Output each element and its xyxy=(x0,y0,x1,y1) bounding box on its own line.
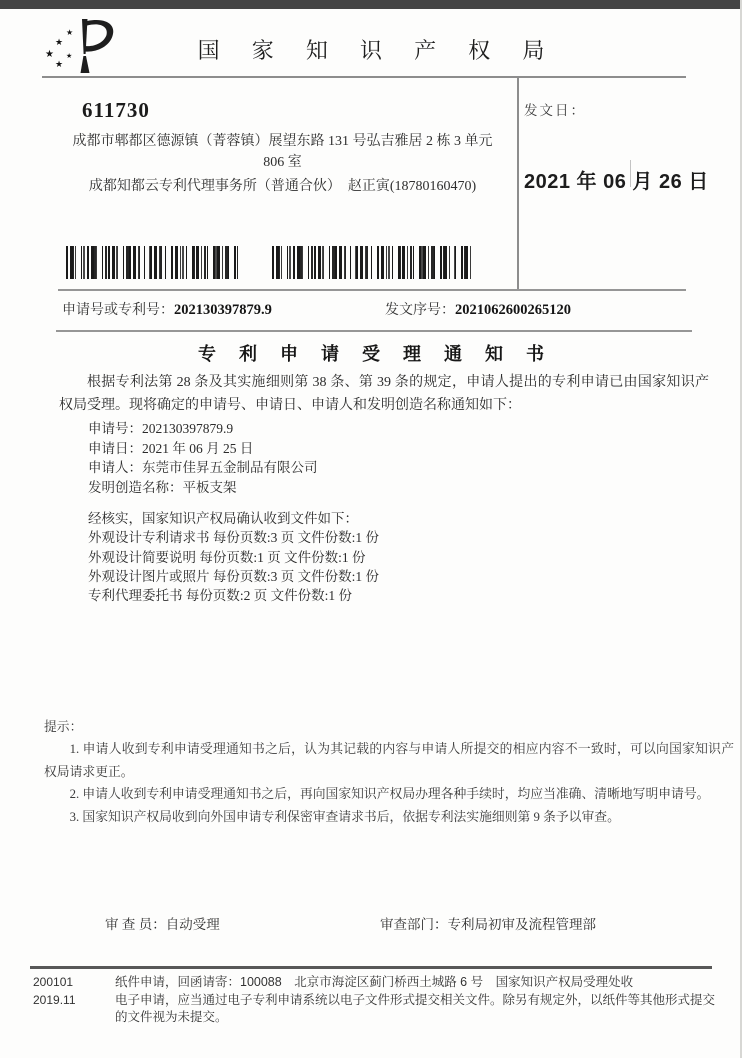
scan-top-edge-bar xyxy=(0,0,742,9)
field-value: 平板支架 xyxy=(182,479,237,495)
hint-item: 1. 申请人收到专利申请受理通知书之后，认为其记载的内容与申请人所提交的相应内容不一致时，可以向国家知识产权局请求更正。 xyxy=(44,742,734,779)
footer-rule xyxy=(30,966,712,969)
dispatch-date-label: 发文日： xyxy=(524,103,586,118)
footer-line-2: 电子申请，应当通过电子专利申请系统以电子文件形式提交相关文件。除另有规定外，以纸件等其他形式提交的文件视为未提交。 xyxy=(115,992,716,1024)
dispatch-date-value: 2021 年 06 月 26 日 xyxy=(524,171,709,193)
date-box-divider xyxy=(517,77,519,289)
examiner xyxy=(105,913,220,933)
address-line-1: 成都市郫都区德源镇（菁蓉镇）展望东路 131 号弘吉雅居 2 栋 3 单元 xyxy=(72,134,493,149)
footer-line-1: 纸件申请，回函请寄：100088 北京市海淀区蓟门桥西土城路 6 号 国家知识产权局受理处收 xyxy=(115,975,634,989)
field-row xyxy=(88,419,318,439)
footer-code-2: 2019.11 xyxy=(33,992,76,1007)
field-row xyxy=(88,478,318,498)
meta-line xyxy=(62,299,712,321)
logo-star-icon: ★ xyxy=(66,52,73,60)
examiner-label: 审 查 员： xyxy=(105,917,166,932)
field-value: 东莞市佳昇五金制品有限公司 xyxy=(142,460,318,475)
barcode-right xyxy=(272,246,476,279)
meta-rule-top xyxy=(58,289,686,291)
serial-number-value: 2021062600265120 xyxy=(455,302,571,318)
confirm-line: 经核实，国家知识产权局确认收到文件如下： xyxy=(88,511,358,526)
footer-code-1: 200101 xyxy=(33,975,74,989)
app-number-value: 202130397879.9 xyxy=(174,302,272,318)
recipient-block xyxy=(60,98,505,195)
dept-label: 审查部门： xyxy=(380,917,448,932)
footer-text xyxy=(115,974,715,1027)
document-item: 外观设计专利请求书 每份页数:3 页 文件份数:1 份 xyxy=(88,530,380,546)
postal-code: 611730 xyxy=(82,98,150,122)
field-label: 申请日： xyxy=(88,440,142,456)
signoff-line xyxy=(0,913,742,935)
org-title: 国 家 知 识 产 权 局 xyxy=(197,38,558,63)
logo-star-icon: ★ xyxy=(55,59,64,69)
notice-intro: 根据专利法第 28 条及其实施细则第 38 条、第 39 条的规定，申请人提出的专利申请已由国家知识产权局受理。现将确定的申请号、申请日、申请人和发明创造名称通知如下： xyxy=(59,375,709,413)
serial-group xyxy=(385,299,571,319)
dispatch-date-box xyxy=(524,99,709,194)
app-number-label: 申请号或专利号： xyxy=(62,303,174,318)
serial-number-label: 发文序号： xyxy=(385,303,455,318)
review-department xyxy=(380,913,596,933)
header-rule xyxy=(42,76,686,78)
document-item: 外观设计简要说明 每份页数:1 页 文件份数:1 份 xyxy=(88,549,366,565)
footer-codes xyxy=(33,974,76,1009)
field-value: 202130397879.9 xyxy=(142,421,234,436)
logo-star-icon: ★ xyxy=(66,28,74,37)
notice-title: 专 利 申 请 受 理 通 知 书 xyxy=(197,344,553,364)
document-item: 外观设计图片或照片 每份页数:3 页 文件份数:1 份 xyxy=(88,568,380,584)
received-documents xyxy=(88,509,379,605)
hints-section xyxy=(44,716,734,828)
examiner-value: 自动受理 xyxy=(165,917,220,932)
logo-star-icon: ★ xyxy=(55,37,64,47)
logo-star-icon: ★ xyxy=(45,49,54,60)
document-item: 专利代理委托书 每份页数:2 页 文件份数:1 份 xyxy=(88,588,353,604)
barcode-left xyxy=(66,246,238,279)
field-row xyxy=(88,439,318,459)
agency-line: 成都知都云专利代理事务所（普通合伙） 赵正寅(18780160470) xyxy=(88,179,477,194)
application-fields xyxy=(88,419,318,497)
field-label: 申请号： xyxy=(88,421,142,436)
field-value: 2021 年 06 月 25 日 xyxy=(142,440,254,456)
field-row xyxy=(88,458,318,478)
hint-item: 2. 申请人收到专利申请受理通知书之后，再向国家知识产权局办理各种手续时，均应当准确、清晰地写明申请号。 xyxy=(69,787,710,802)
field-label: 发明创造名称： xyxy=(88,479,183,495)
field-label: 申请人： xyxy=(88,460,142,475)
meta-rule-bottom xyxy=(56,330,692,332)
hint-item: 3. 国家知识产权局收到向外国申请专利保密审查请求书后，依据专利法实施细则第 9 条予以审查。 xyxy=(69,809,620,824)
address-line-2: 806 室 xyxy=(263,155,302,170)
dept-value: 专利局初审及流程管理部 xyxy=(447,917,596,932)
hints-title: 提示： xyxy=(44,720,83,734)
